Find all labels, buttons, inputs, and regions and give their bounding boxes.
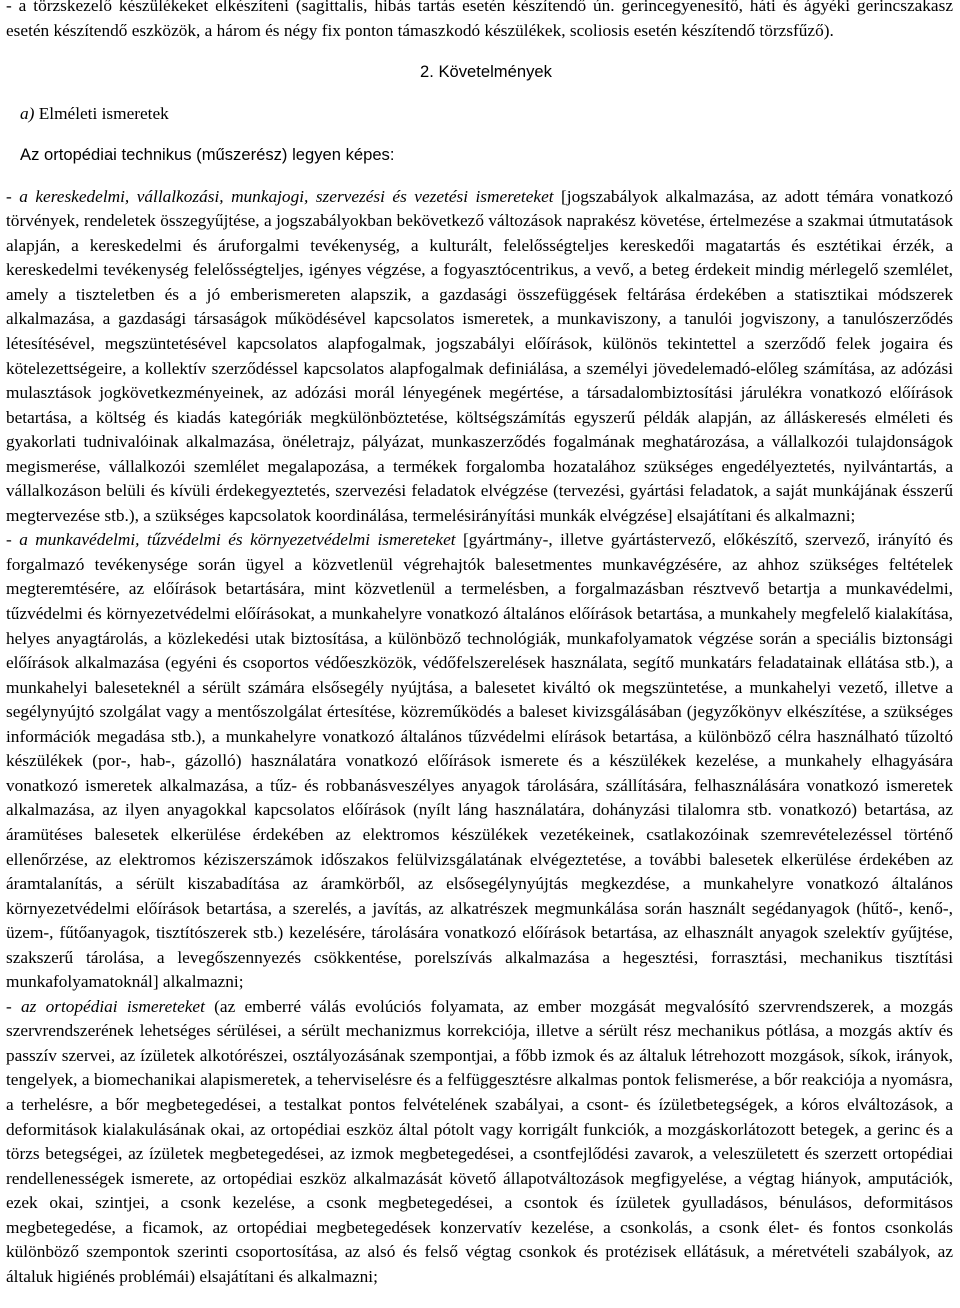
requirement-item-safety bbox=[6, 528, 953, 994]
subsection-title: Elméleti ismeretek bbox=[38, 103, 169, 123]
lead-sentence-text: Az ortopédiai technikus (műszerész) legyen képes: bbox=[20, 145, 395, 165]
item-details: [jogszabályok alkalmazása, az adott témára vonatkozó törvények, rendeletek összegyűjtése, a jogszabályokban bekövetkező változások naprakész követése, értelmezése a szakmai útmutatások alapján, a kereskedelmi és áruforgalmi tevékenység, a kulturált, felelősségteljes kereskedői magatartás és esztétikai érzék, a kereskedelmi tevékenység felelősségteljes, igényes végzése, a fogyasztócentrikus, a vevő, a beteg érdekeit mindig mérlegelő szemlélet, amely a tiszteletben és a jó emberismereten alapszik, a gazdasági összefüggések feltárása érdekében a statisztikai módszerek alkalmazása, a gazdasági társaságok működésével kapcsolatos ismeretek, a munkaviszony, a tanulói jogviszony, a tanulószerződés létesítésével, megszüntetésével kapcsolatos alapfogalmak, jogszabályi előírások, különös tekintettel a szerződő felek jogaira és kötelezettségeire, a kollektív szerződéssel kapcsolatos alapfogalmak definiálása, a személyi jövedelemadó-előleg számítása, az adózási mulasztások jogkövetkezményeinek, az adózási morál lényegének megértése, a társadalombiztosítási járulékra vonatkozó előírások betartása, a költség és kiadás kategóriák megkülönböztetése, költségszámítás egyszerű példák alapján, az álláskeresés elméleti és gyakorlati tudnivalóinak alkalmazása, önéletrajz, pályázat, munkaszerződés fogalmának meghatározása, a vállalkozói tulajdonságok megismerése, vállalkozói szemlélet megalapozása, a termékek forgalomba hozatalához szükséges engedélyeztetés, nyilvántartás, a vállalkozáson belüli és kívüli érdekegyeztetés, szervezési feladatok elvégzése (tervezési, gyártási feladatok, a saját munkájának ésszerű megtervezése stb.), a szükséges kapcsolatok koordinálása, termelésirányítási munkák elvégzése] elsajátítani és alkalmazni; bbox=[6, 186, 953, 525]
item-topic: az ortopédiai ismereteket bbox=[21, 996, 205, 1016]
item-dash: - bbox=[6, 996, 21, 1016]
item-topic: a kereskedelmi, vállalkozási, munkajogi, szervezési és vezetési ismereteket bbox=[19, 186, 554, 206]
item-dash: - bbox=[6, 530, 20, 550]
subsection-marker: a) bbox=[20, 103, 35, 123]
intro-item-text: - a törzskezelő készülékeket elkészíteni (sagittalis, hibás tartás esetén készítendő ún. gerincegyenesítő, háti és ágyéki gerincszakasz esetén készítendő eszközök, a három és négy fix ponton támaszkodó készülékek, scoliosis esetén készítendő törzsfűző). bbox=[6, 0, 953, 40]
item-dash: - bbox=[6, 186, 20, 206]
intro-list-item bbox=[6, 0, 953, 43]
subsection-heading bbox=[6, 102, 953, 127]
requirement-item-orthopedic bbox=[6, 995, 953, 1290]
section-heading-text: 2. Követelmények bbox=[420, 62, 552, 82]
requirement-item-business bbox=[6, 185, 953, 529]
item-details: (az emberré válás evolúciós folyamata, az ember mozgását megvalósító szervrendszerek, a mozgás szervrendszerének lehetséges sérülései, a sérült mechanizmus korrekciója, illetve a sérült rész mechanikus pótlása, a mozgás aktív és passzív szervei, az ízületek alkotórészei, osztályozásának szempontjai, a főbb izmok és az általuk létrehozott mozgások, síkok, irányok, tengelyek, a biomechanikai alapismeretek, a teherviselésre és a felfüggesztésre alkalmas pontok felismerése, a bőr reakciója a nyomásra, a terhelésre, a bőr megbetegedései, a testalkat pontos felvételének szabályai, a csont- és ízületbetegségek, a kóros elváltozások, a deformitások kialakulásának okai, az ortopédiai eszköz által pótolt vagy korrigált funkciók, a mozgáskorlátozott betegek, a gerinc és a törzs betegségei, az ízületek megbetegedései, az izmok megbetegedései, a csontfejlődési zavarok, a veleszületett és szerzett ortopédiai rendellenességek ismerete, az ortopédiai eszköz alkalmazását követő állapotváltozások megfigyelése, a végtag hiányok, amputációk, ezek okai, szintjei, a csonk kezelése, a csonk megbetegedései, a csontok és ízületek gyulladásos, bénulásos, deformitásos megbetegedése, a ficamok, az ortopédiai megbetegedések konzervatív kezelése, a csonkolás, a csonk élet- és fontos csonkolás különböző szempontok szerinti csoportosítása, az alsó és felső végtag csonkok és protézisek ellátásuk, a méretvételi szabályok, az általuk higiénés problémái) elsajátítani és alkalmazni; bbox=[6, 996, 953, 1286]
section-heading bbox=[6, 60, 953, 85]
item-details: [gyártmány-, illetve gyártástervező, előkészítő, szervező, irányító és forgalmazó tevékenysége során ügyel a közvetlenül végrehajtók balesetmentes munkavégzésére, az ahhoz szükséges feltételek megteremtésére, az előírások betartására, mint közvetlenül a termelésben, a forgalmazásban résztvevő betartja a munkavédelmi, tűzvédelmi és környezetvédelmi előírásokat, a munkahelyre vonatkozó általános előírások betartása, a munkahely megfelelő kialakítása, helyes anyagtárolás, a közlekedési utak biztosítása, a különböző technológiák, munkafolyamatok végzése során a speciális biztonsági előírások alkalmazása (egyéni és csoportos védőeszközök, védőfelszerelések használata, segítő munkatárs feladatainak ellátása stb.), a munkahelyi baleseteknél a sérült számára elsősegély nyújtása, a balesetet kiváltó ok megszüntetése, a munkahelyi vezető, illetve a segélynyújtó szolgálat vagy a mentőszolgálat értesítése, közreműködés a baleset kivizsgálásában (jegyzőkönyv elkészítése, a szükséges információk megadása stb.), a munkahelyre vonatkozó általános tűzvédelmi elírások betartása, a különböző célra használható tűzoltó készülékek (por-, hab-, gázolló) használatára vonatkozó előírások ismerete és a készülékek kezelése, a munkahely elhagyására vonatkozó ismeretek alkalmazása, a tűz- és robbanásveszélyes anyagok tárolására, szállítására, felhasználására vonatkozó ismeretek alkalmazása, az ilyen anyagokkal kapcsolatos előírások (nyílt láng használatára, dohányzási tilalomra stb. vonatkozó) betartása, az áramütéses balesetek elkerülése érdekében az elektromos készülékek vezetékeinek, csatlakozóinak szemrevételezéssel történő ellenőrzése, az elektromos kéziszerszámok időszakos felülvizsgálatának elvégeztetése, a további balesetek elkerülése érdekében az áramtalanítás, a sérült kiszabadítása az áramkörből, az elsősegélynyújtás megkezdése, a munkahelyre vonatkozó általános környezetvédelmi előírások betartása, a szerelés, a javítás, az alkatrészek megmunkálása során használt segédanyagok (hűtő-, kenő-, üzem-, fűtőanyagok, tisztítószerek stb.) kezelésére, tárolására vonatkozó előírások betartása, az elhasznált anyagok szelektív gyűjtése, szakszerű tárolása, a levegőszennyezés csökkentése, porelszívás alkalmazása a hegesztési, forrasztási, mechanikus tisztítási munkafolyamatoknál] alkalmazni; bbox=[6, 530, 953, 992]
lead-sentence bbox=[6, 143, 953, 168]
item-topic: a munkavédelmi, tűzvédelmi és környezetvédelmi ismereteket bbox=[19, 530, 456, 550]
